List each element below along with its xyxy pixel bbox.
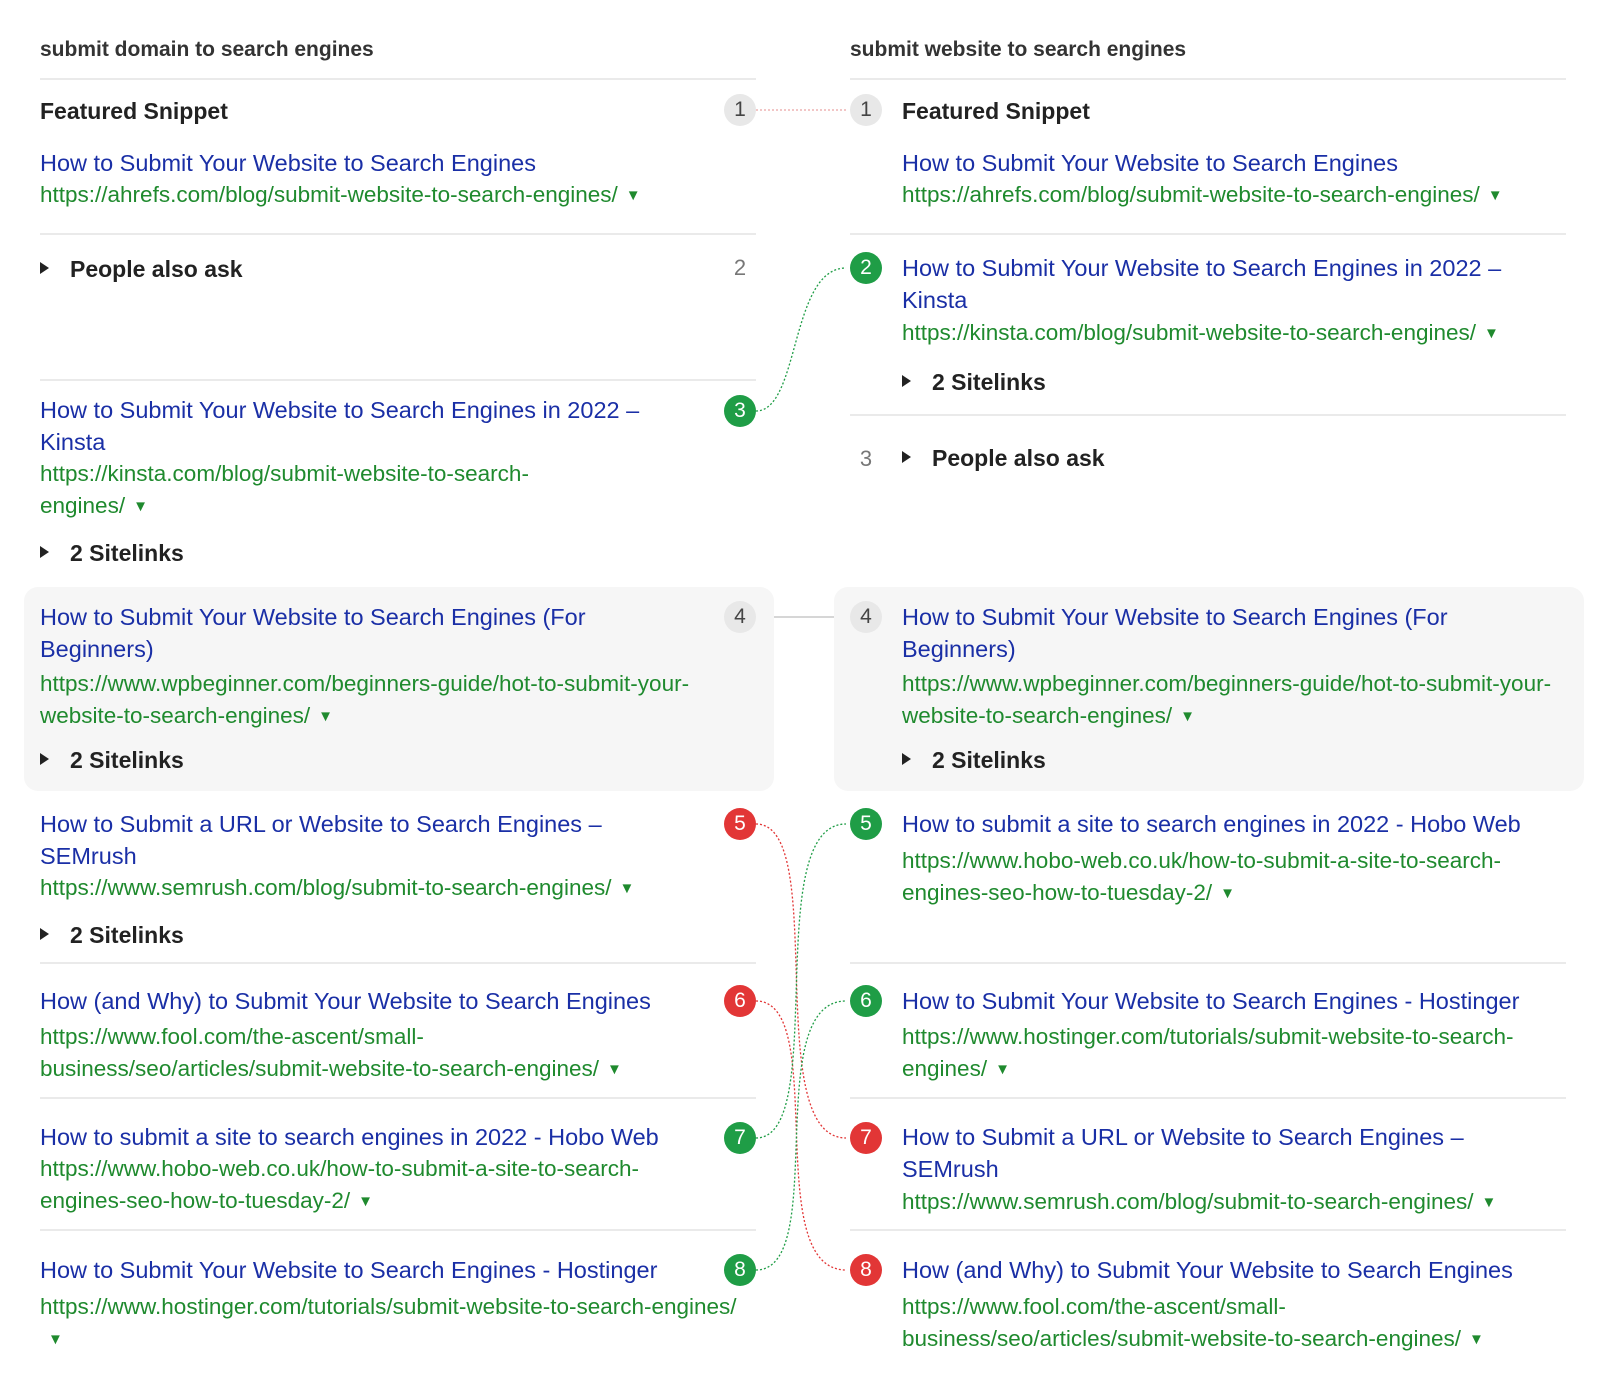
- left-divider-top: [40, 78, 756, 80]
- left-divider-2: [40, 379, 756, 381]
- right-result-5-title[interactable]: How to submit a site to search engines in 2022 - Hobo Web: [902, 811, 1521, 837]
- left-result-5-title[interactable]: How to Submit a URL or Website to Search Engines – SEMrush: [40, 811, 602, 869]
- triangle-right-icon: [902, 753, 911, 765]
- left-rank-badge-4: 4: [724, 601, 756, 633]
- left-featured-snippet-label: Featured Snippet: [40, 98, 228, 124]
- left-people-also-ask[interactable]: [40, 254, 243, 284]
- triangle-right-icon: [902, 375, 911, 387]
- right-featured-url-text[interactable]: https://ahrefs.com/blog/submit-website-to-search-engines/: [902, 182, 1480, 207]
- left-featured-url-text[interactable]: https://ahrefs.com/blog/submit-website-to-search-engines/: [40, 182, 618, 207]
- connector-semrush: [756, 824, 846, 1138]
- right-result-4-sitelinks[interactable]: [902, 745, 1046, 775]
- right-divider-1: [850, 233, 1566, 235]
- right-result-4-sitelinks-label: 2 Sitelinks: [932, 747, 1046, 773]
- right-result-8-url[interactable]: [902, 1291, 1572, 1356]
- right-divider-2: [850, 414, 1566, 416]
- triangle-right-icon: [40, 262, 49, 274]
- left-result-8-title[interactable]: How to Submit Your Website to Search Engines - Hostinger: [40, 1257, 658, 1283]
- right-result-2-sitelinks[interactable]: [902, 367, 1046, 397]
- right-result-4-url[interactable]: [902, 668, 1572, 733]
- caret-down-icon[interactable]: ▼: [48, 1331, 63, 1348]
- left-divider-7: [40, 1229, 756, 1231]
- left-result-3-sitelinks[interactable]: [40, 538, 184, 568]
- left-result-8-url-text[interactable]: https://www.hostinger.com/tutorials/submit-website-to-search-engines/: [40, 1294, 737, 1319]
- left-rank-badge-3: 3: [724, 395, 756, 427]
- caret-down-icon[interactable]: ▼: [358, 1193, 374, 1210]
- left-paa-label: People also ask: [70, 256, 243, 282]
- left-result-8-url[interactable]: [40, 1291, 740, 1356]
- left-divider-5: [40, 962, 756, 964]
- right-result-8-url-text[interactable]: https://www.fool.com/the-ascent/small-business/seo/articles/submit-website-to-search-engines/: [902, 1294, 1461, 1351]
- right-rank-badge-3: 3: [859, 446, 873, 471]
- left-result-5-url[interactable]: [40, 872, 740, 905]
- left-rank-badge-5: 5: [724, 808, 756, 840]
- left-result-4-title[interactable]: How to Submit Your Website to Search Engines (For Beginners): [40, 604, 586, 662]
- right-result-8-title[interactable]: How (and Why) to Submit Your Website to Search Engines: [902, 1257, 1513, 1283]
- right-divider-5: [850, 962, 1566, 964]
- right-result-7-title[interactable]: How to Submit a URL or Website to Search Engines – SEMrush: [902, 1124, 1464, 1182]
- left-result-6-url-text[interactable]: https://www.fool.com/the-ascent/small-business/seo/articles/submit-website-to-search-engines/: [40, 1024, 599, 1081]
- left-result-6-url[interactable]: [40, 1021, 710, 1086]
- left-rank-badge-6: 6: [724, 985, 756, 1017]
- right-rank-badge-2: 2: [850, 252, 882, 284]
- left-result-4-sitelinks-label: 2 Sitelinks: [70, 747, 184, 773]
- right-featured-title-link[interactable]: How to Submit Your Website to Search Engines: [902, 150, 1398, 176]
- left-featured-title-link[interactable]: How to Submit Your Website to Search Engines: [40, 150, 536, 176]
- right-divider-6: [850, 1097, 1566, 1099]
- right-result-5-url-text[interactable]: https://www.hobo-web.co.uk/how-to-submit-a-site-to-search-engines-seo-how-to-tuesday-2/: [902, 848, 1501, 905]
- right-rank-badge-4: 4: [850, 601, 882, 633]
- right-result-2-title[interactable]: How to Submit Your Website to Search Engines in 2022 – Kinsta: [902, 255, 1502, 313]
- right-result-2-url-text[interactable]: https://kinsta.com/blog/submit-website-to-search-engines/: [902, 320, 1477, 345]
- right-rank-badge-5: 5: [850, 808, 882, 840]
- left-result-6-title[interactable]: How (and Why) to Submit Your Website to Search Engines: [40, 988, 651, 1014]
- caret-down-icon[interactable]: ▼: [607, 1061, 622, 1078]
- right-rank-badge-6: 6: [850, 985, 882, 1017]
- caret-down-icon[interactable]: ▼: [1180, 708, 1195, 725]
- right-result-5-url[interactable]: [902, 845, 1522, 910]
- left-featured-url[interactable]: [40, 179, 740, 212]
- right-rank-badge-7: 7: [850, 1122, 882, 1154]
- left-rank-badge-7: 7: [724, 1122, 756, 1154]
- right-featured-url[interactable]: [902, 179, 1582, 212]
- left-result-5-sitelinks[interactable]: [40, 920, 184, 950]
- caret-down-icon[interactable]: ▼: [1487, 187, 1503, 204]
- left-divider-1: [40, 233, 756, 235]
- left-result-3-url-text[interactable]: https://kinsta.com/blog/submit-website-to-search-engines/: [40, 461, 529, 518]
- right-people-also-ask[interactable]: [902, 443, 1105, 473]
- left-result-5-sitelinks-label: 2 Sitelinks: [70, 922, 184, 948]
- right-result-6-title[interactable]: How to Submit Your Website to Search Engines - Hostinger: [902, 988, 1520, 1014]
- connector-fool: [756, 1001, 846, 1270]
- left-result-3-url[interactable]: [40, 458, 600, 523]
- connector-kinsta: [756, 268, 846, 411]
- left-query-title: submit domain to search engines: [40, 38, 374, 61]
- left-result-4-url-text[interactable]: https://www.wpbeginner.com/beginners-guide/hot-to-submit-your-website-to-search-engines/: [40, 671, 690, 728]
- left-result-7-url[interactable]: [40, 1153, 720, 1218]
- connector-hobo: [756, 824, 846, 1138]
- left-result-4-sitelinks[interactable]: [40, 745, 184, 775]
- connector-hostinger: [756, 1001, 846, 1270]
- left-result-3-title[interactable]: How to Submit Your Website to Search Engines in 2022 – Kinsta: [40, 397, 640, 455]
- right-rank-badge-8: 8: [850, 1254, 882, 1286]
- caret-down-icon[interactable]: ▼: [1484, 325, 1499, 342]
- right-result-2-sitelinks-label: 2 Sitelinks: [932, 369, 1046, 395]
- right-paa-label: People also ask: [932, 445, 1105, 471]
- right-rank-badge-1: 1: [850, 94, 882, 126]
- right-divider-7: [850, 1229, 1566, 1231]
- left-result-5-url-text[interactable]: https://www.semrush.com/blog/submit-to-search-engines/: [40, 875, 612, 900]
- left-result-7-title[interactable]: How to submit a site to search engines in 2022 - Hobo Web: [40, 1124, 659, 1150]
- caret-down-icon[interactable]: ▼: [625, 187, 641, 204]
- caret-down-icon[interactable]: ▼: [1469, 1331, 1484, 1348]
- caret-down-icon[interactable]: ▼: [133, 498, 148, 515]
- triangle-right-icon: [40, 546, 49, 558]
- caret-down-icon[interactable]: ▼: [1481, 1194, 1497, 1211]
- right-result-6-url-text[interactable]: https://www.hostinger.com/tutorials/submit-website-to-search-engines/: [902, 1024, 1514, 1081]
- right-result-4-url-text[interactable]: https://www.wpbeginner.com/beginners-guide/hot-to-submit-your-website-to-search-engines/: [902, 671, 1552, 728]
- triangle-right-icon: [40, 753, 49, 765]
- left-result-7-url-text[interactable]: https://www.hobo-web.co.uk/how-to-submit-a-site-to-search-engines-seo-how-to-tuesday-2/: [40, 1156, 639, 1213]
- caret-down-icon[interactable]: ▼: [619, 880, 635, 897]
- left-rank-badge-1: 1: [724, 94, 756, 126]
- left-rank-badge-2: 2: [733, 255, 747, 280]
- left-result-4-url[interactable]: [40, 668, 720, 733]
- left-result-3-sitelinks-label: 2 Sitelinks: [70, 540, 184, 566]
- triangle-right-icon: [40, 928, 49, 940]
- right-result-7-url-text[interactable]: https://www.semrush.com/blog/submit-to-search-engines/: [902, 1189, 1474, 1214]
- caret-down-icon[interactable]: ▼: [318, 708, 333, 725]
- right-result-2-url[interactable]: [902, 317, 1582, 350]
- caret-down-icon[interactable]: ▼: [1220, 885, 1236, 902]
- right-result-4-title[interactable]: How to Submit Your Website to Search Engines (For Beginners): [902, 604, 1448, 662]
- right-result-6-url[interactable]: [902, 1021, 1522, 1086]
- left-rank-badge-8: 8: [724, 1254, 756, 1286]
- right-divider-top: [850, 78, 1566, 80]
- caret-down-icon[interactable]: ▼: [995, 1061, 1010, 1078]
- right-result-7-url[interactable]: [902, 1186, 1582, 1219]
- right-featured-snippet-label: Featured Snippet: [902, 98, 1090, 124]
- right-query-title: submit website to search engines: [850, 38, 1187, 61]
- left-divider-6: [40, 1097, 756, 1099]
- triangle-right-icon: [902, 451, 911, 463]
